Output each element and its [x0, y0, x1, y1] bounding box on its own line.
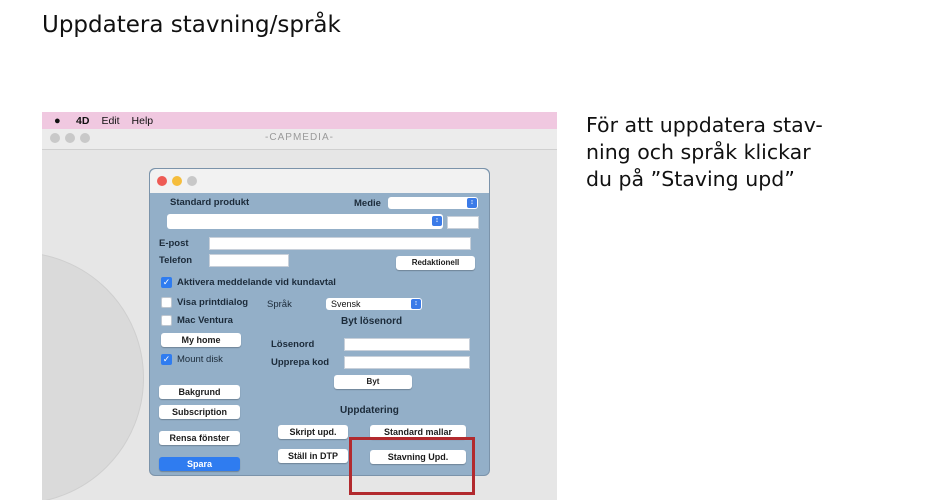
medie-label: Medie [354, 198, 381, 209]
mount-disk-label: Mount disk [177, 354, 223, 365]
telefon-field[interactable] [209, 254, 289, 267]
mac-ventura-label: Mac Ventura [177, 315, 233, 326]
stall-in-dtp-button[interactable]: Ställ in DTP [278, 449, 348, 463]
skript-upd-button[interactable]: Skript upd. [278, 425, 348, 439]
settings-dialog [149, 168, 490, 476]
product-code-field[interactable] [447, 216, 479, 229]
app-screenshot [42, 112, 557, 500]
chevron-updown-icon: ↕ [411, 299, 421, 309]
subscription-button[interactable]: Subscription [159, 405, 240, 419]
window-title: -CAPMEDIA- [265, 132, 334, 143]
page-title: Uppdatera stavning/språk [42, 12, 341, 38]
aktivera-label: Aktivera meddelande vid kundavtal [177, 277, 336, 288]
sprak-label: Språk [267, 299, 292, 310]
epost-field[interactable] [209, 237, 471, 250]
instruction-text: För att uppdatera stav- ning och språk klickar du på ”Staving upd” [586, 113, 823, 191]
sprak-value: Svensk [331, 299, 361, 309]
chevron-updown-icon: ↕ [467, 198, 477, 208]
menu-help[interactable]: Help [131, 114, 154, 127]
byt-button[interactable]: Byt [334, 375, 412, 389]
mac-ventura-checkbox[interactable] [161, 315, 172, 326]
highlight-box [349, 437, 475, 495]
dialog-zoom-icon [187, 176, 197, 186]
background-logo [42, 252, 144, 500]
spara-button[interactable]: Spara [159, 457, 240, 471]
visa-printdialog-label: Visa printdialog [177, 297, 249, 308]
main-window-titlebar [42, 129, 557, 150]
chevron-updown-icon: ↕ [432, 216, 442, 226]
standard-mallar-button[interactable]: Standard mallar [370, 425, 466, 439]
menu-4d[interactable]: 4D [76, 114, 90, 127]
bakgrund-button[interactable]: Bakgrund [159, 385, 240, 399]
standard-produkt-select[interactable] [167, 214, 443, 229]
menu-edit[interactable]: Edit [101, 114, 120, 127]
aktivera-checkbox[interactable]: ✓ [162, 277, 171, 287]
telefon-label: Telefon [159, 255, 193, 266]
uppdatering-heading: Uppdatering [340, 405, 399, 416]
dialog-close-icon[interactable] [157, 176, 167, 186]
medie-select[interactable] [388, 197, 478, 209]
redaktionell-button[interactable]: Redaktionell [396, 256, 475, 270]
stavning-upd-button[interactable]: Stavning Upd. [370, 450, 466, 464]
losenord-field[interactable] [344, 338, 470, 351]
my-home-button[interactable]: My home [161, 333, 241, 347]
standard-produkt-label: Standard produkt [170, 197, 250, 208]
upprepa-kod-field[interactable] [344, 356, 470, 369]
byt-losenord-heading: Byt lösenord [341, 316, 403, 327]
dialog-minimize-icon[interactable] [172, 176, 182, 186]
sprak-select[interactable] [326, 298, 422, 310]
menu-bar [42, 112, 557, 129]
visa-printdialog-checkbox[interactable] [161, 297, 172, 308]
upprepa-kod-label: Upprepa kod [271, 357, 330, 368]
rensa-fonster-button[interactable]: Rensa fönster [159, 431, 240, 445]
mount-disk-checkbox[interactable]: ✓ [162, 354, 171, 364]
epost-label: E-post [159, 238, 189, 249]
apple-icon[interactable]: ● [54, 114, 61, 127]
dialog-titlebar [150, 169, 489, 193]
losenord-label: Lösenord [271, 339, 315, 350]
